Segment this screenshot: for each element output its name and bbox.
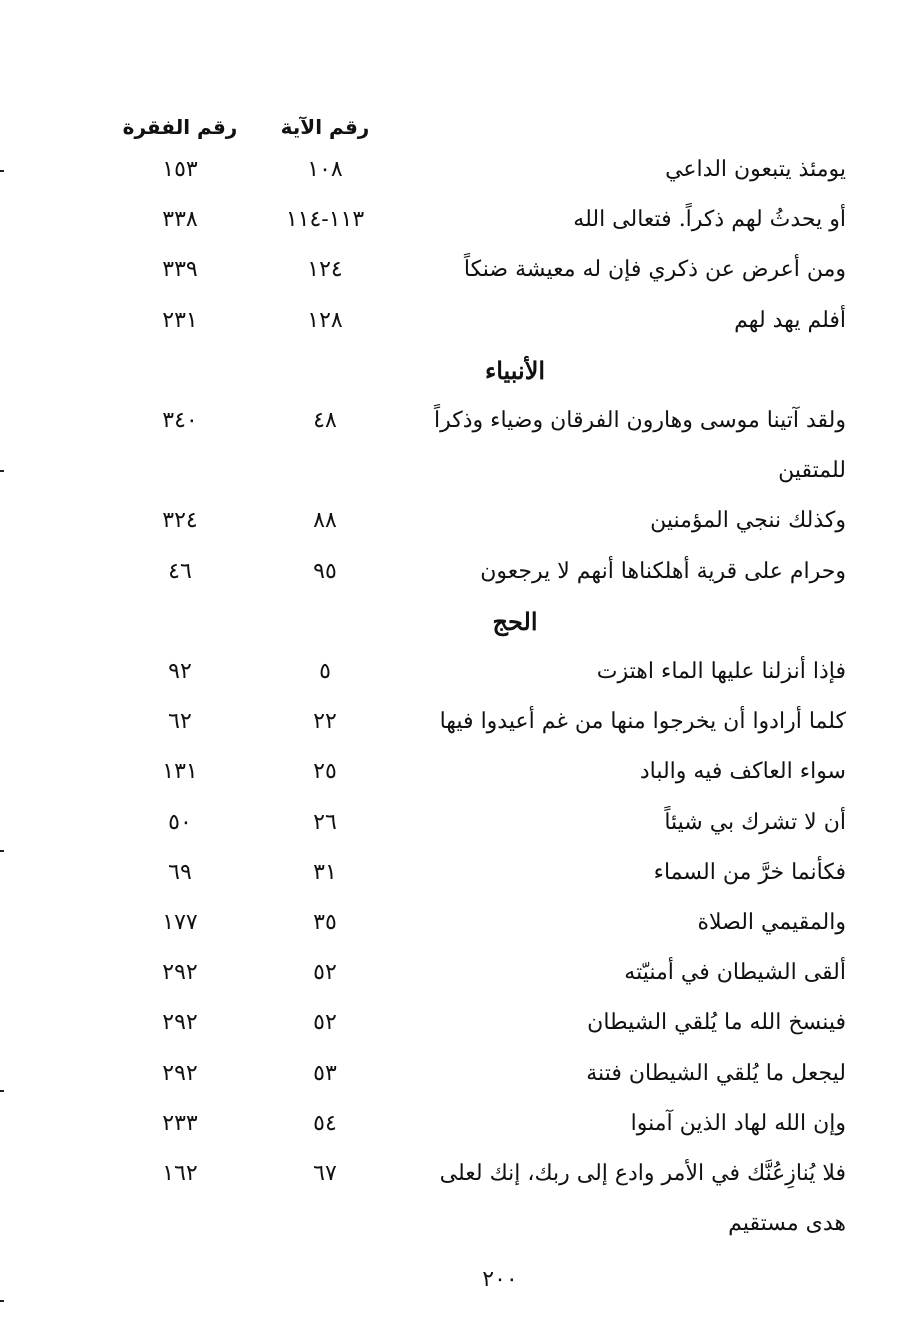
verse-text: وكذلك ننجي المؤمنين: [650, 508, 846, 533]
paragraph-number: ٣٤٠: [162, 408, 198, 433]
paragraph-number: ١٦٢: [162, 1161, 198, 1186]
paragraph-number-header: رقم الفقرة: [122, 115, 238, 139]
ayah-number: ٨٨: [313, 508, 337, 533]
ayah-number: ٥٤: [313, 1111, 337, 1136]
ayah-number: ١٠٨: [307, 157, 343, 182]
margin-mark: [0, 1300, 4, 1302]
paragraph-number: ٣٢٤: [162, 508, 198, 533]
ayah-number-header: رقم الآية: [280, 115, 370, 139]
verse-text: فإذا أنزلنا عليها الماء اهتزت: [596, 659, 846, 684]
index-row: [0, 250, 910, 290]
index-row: [0, 1003, 910, 1043]
verse-text: فلا يُنازِعُنَّك في الأمر وادع إلى ربك، إنك لعلى: [439, 1161, 846, 1186]
paragraph-number: ٢٩٢: [162, 1061, 198, 1086]
surah-heading: الحج: [492, 607, 538, 636]
index-row: [0, 150, 910, 190]
index-row: [0, 702, 910, 742]
ayah-number: ١٢٤: [307, 257, 343, 282]
index-row: [0, 401, 910, 441]
ayah-number: ٥: [319, 659, 331, 684]
index-row: [0, 501, 910, 541]
index-row: [0, 200, 910, 240]
paragraph-number: ١٣١: [162, 759, 198, 784]
ayah-number: ٢٥: [313, 759, 337, 784]
margin-mark: [0, 170, 4, 172]
ayah-number: ١٢٨: [307, 308, 343, 333]
index-row: [0, 803, 910, 843]
ayah-number: ٢٦: [313, 810, 337, 835]
surah-heading: الأنبياء: [484, 356, 546, 385]
ayah-number: ٥٢: [313, 1010, 337, 1035]
paragraph-number: ٥٠: [168, 810, 192, 835]
ayah-number: ٢٢: [313, 709, 337, 734]
ayah-number: ٦٧: [313, 1161, 337, 1186]
verse-text: كلما أرادوا أن يخرجوا منها من غم أعيدوا فيها: [439, 709, 846, 734]
verse-text: ليجعل ما يُلقي الشيطان فتنة: [586, 1061, 846, 1086]
index-row: [0, 1104, 910, 1144]
paragraph-number: ١٥٣: [162, 157, 198, 182]
verse-text: سواء العاكف فيه والباد: [639, 759, 846, 784]
paragraph-number: ٣٣٩: [162, 257, 198, 282]
ayah-number: ٣٥: [313, 910, 337, 935]
margin-mark: [0, 850, 4, 852]
verse-text: فكأنما خرَّ من السماء: [653, 860, 846, 885]
verse-text: أو يحدثُ لهم ذكراً. فتعالى الله: [573, 207, 846, 232]
verse-text: يومئذ يتبعون الداعي: [665, 157, 846, 182]
ayah-number: ٥٢: [313, 960, 337, 985]
margin-mark: [0, 1090, 4, 1092]
paragraph-number: ٩٢: [168, 659, 192, 684]
paragraph-number: ٢٣١: [162, 308, 198, 333]
paragraph-number: ٣٣٨: [162, 207, 198, 232]
verse-text: ألقى الشيطان في أمنيّته: [624, 960, 846, 985]
verse-text: أفلم يهد لهم: [734, 308, 846, 333]
ayah-number: ٤٨: [313, 408, 337, 433]
index-row: [0, 1054, 910, 1094]
verse-text: فينسخ الله ما يُلقي الشيطان: [587, 1010, 846, 1035]
verse-text: ولقد آتينا موسى وهارون الفرقان وضياء وذكراً: [433, 408, 846, 433]
paragraph-number: ٢٩٢: [162, 1010, 198, 1035]
ayah-number: ٣١: [313, 860, 337, 885]
index-row: [0, 652, 910, 692]
index-row: [0, 853, 910, 893]
verse-text: وإن الله لهاد الذين آمنوا: [630, 1111, 846, 1136]
index-row: [0, 953, 910, 993]
index-row: [0, 752, 910, 792]
index-row: [0, 552, 910, 592]
index-row: [0, 1154, 910, 1194]
paragraph-number: ١٧٧: [162, 910, 198, 935]
paragraph-number: ٢٩٢: [162, 960, 198, 985]
margin-mark: [0, 470, 4, 472]
paragraph-number: ٤٦: [168, 559, 192, 584]
ayah-number: ١١٣-١١٤: [285, 207, 365, 232]
index-row: [0, 903, 910, 943]
page-number: ٢٠٠: [482, 1267, 518, 1292]
verse-continuation: هدى مستقيم: [728, 1211, 846, 1236]
paragraph-number: ٦٢: [168, 709, 192, 734]
paragraph-number: ٢٣٣: [162, 1111, 198, 1136]
verse-text: أن لا تشرك بي شيئاً: [664, 810, 846, 835]
verse-text: ومن أعرض عن ذكري فإن له معيشة ضنكاً: [463, 257, 846, 282]
verse-continuation: للمتقين: [778, 458, 846, 483]
index-row: [0, 301, 910, 341]
ayah-number: ٩٥: [313, 559, 337, 584]
verse-text: والمقيمي الصلاة: [697, 910, 846, 935]
verse-text: وحرام على قرية أهلكناها أنهم لا يرجعون: [480, 559, 846, 584]
paragraph-number: ٦٩: [168, 860, 192, 885]
ayah-number: ٥٣: [313, 1061, 337, 1086]
